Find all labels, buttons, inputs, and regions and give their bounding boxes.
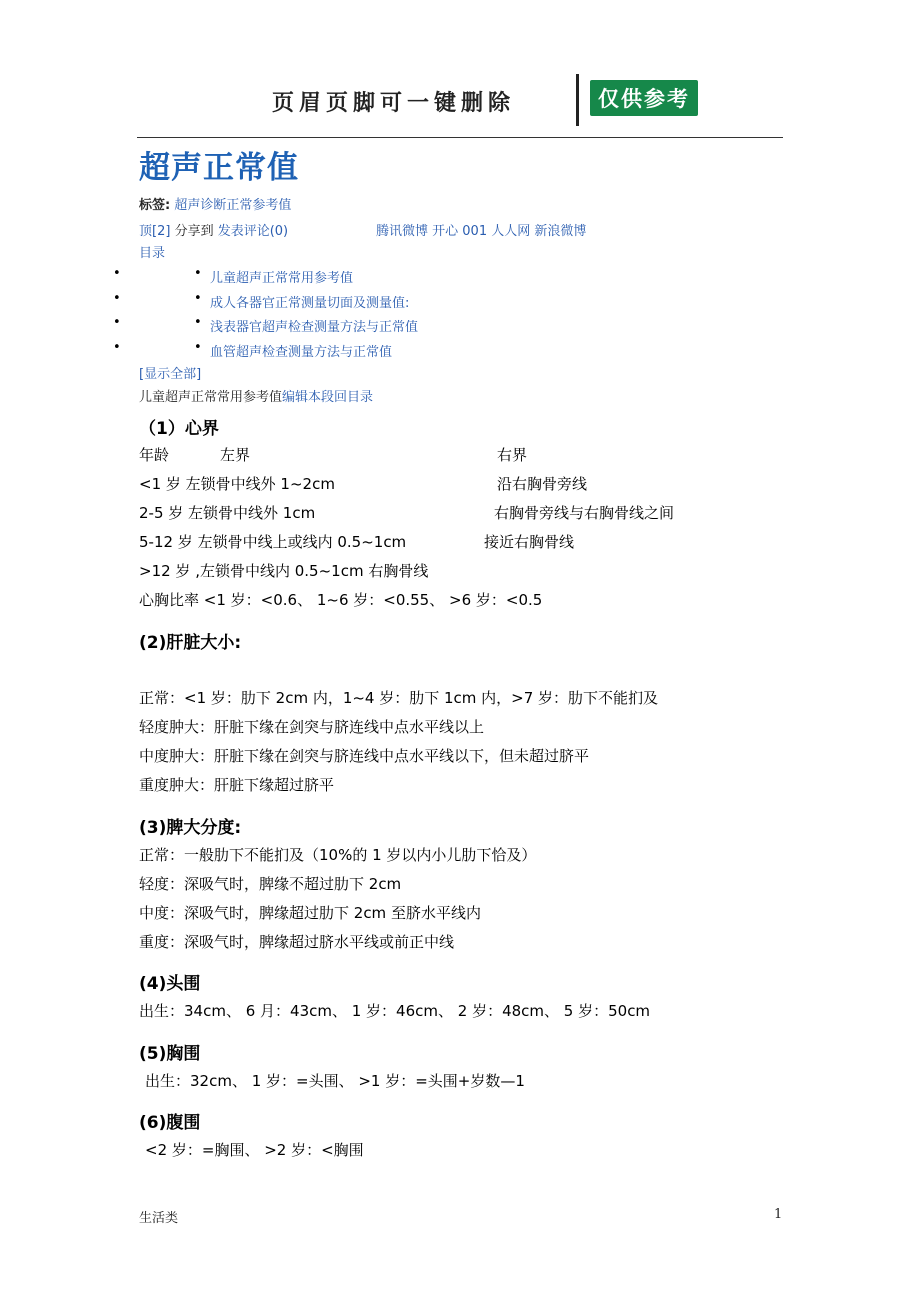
toc-bullet: • — [113, 291, 121, 306]
share-sites — [376, 220, 586, 239]
tags-label: 标签: — [139, 198, 171, 213]
header-rule — [137, 137, 783, 138]
heart-row-left: 2-5 岁 左锁骨中线外 1cm — [139, 504, 316, 522]
header-vertical-divider — [576, 74, 579, 126]
spleen-line: 正常：一般肋下不能扪及（10%的 1 岁以内小儿肋下恰及） — [139, 846, 537, 864]
spleen-line: 轻度：深吸气时，脾缘不超过肋下 2cm — [139, 875, 402, 893]
spleen-line: 中度：深吸气时，脾缘超过肋下 2cm 至脐水平线内 — [139, 904, 481, 922]
heart-row-right: 右胸骨旁线与右胸骨线之间 — [494, 504, 675, 522]
abdomen-section-title: (6)腹围 — [139, 1113, 201, 1133]
footer-category: 生活类 — [139, 1211, 179, 1226]
toc-bullet: • — [113, 266, 121, 281]
page-title: 超声正常值 — [139, 150, 299, 186]
heart-row-left: <1 岁 左锁骨中线外 1~2cm — [139, 475, 335, 493]
liver-line: 轻度肿大：肝脏下缘在剑突与脐连线中点水平线以上 — [139, 718, 485, 736]
toc-item[interactable]: 儿童超声正常常用参考值 — [210, 271, 354, 286]
share-tencent-weibo[interactable]: 腾讯微博 — [376, 224, 429, 239]
heart-row-left: >12 岁 ,左锁骨中线内 0.5~1cm 右胸骨线 — [139, 562, 429, 580]
head-section-title: (4)头围 — [139, 974, 201, 994]
toc-sub-bullet: • — [194, 340, 202, 355]
share-to-label: 分享到 — [174, 224, 214, 239]
liver-line: 重度肿大：肝脏下缘超过脐平 — [139, 776, 335, 794]
heart-row-right: 沿右胸骨旁线 — [497, 475, 588, 493]
spleen-section-title: (3)脾大分度: — [139, 818, 242, 838]
comment-link[interactable]: 发表评论(0) — [217, 224, 289, 239]
liver-section-title: (2)肝脏大小: — [139, 633, 242, 653]
toc-sub-bullet: • — [194, 315, 202, 330]
section-heading — [139, 386, 373, 405]
toc-item[interactable]: 成人各器官正常测量切面及测量值: — [210, 296, 410, 311]
back-to-toc-link[interactable]: 回目录 — [334, 390, 374, 405]
toc-sub-bullet: • — [194, 291, 202, 306]
section-heading-text: 儿童超声正常常用参考值 — [139, 390, 283, 405]
share-row — [139, 220, 288, 239]
liver-line: 正常：<1 岁：肋下 2cm 内，1~4 岁：肋下 1cm 内，>7 岁：肋下不能扪及 — [139, 689, 659, 707]
heart-ratio: 心胸比率 <1 岁：<0.6、 1~6 岁：<0.55、 >6 岁：<0.5 — [139, 591, 543, 609]
heart-col-age: 年龄 — [139, 446, 170, 464]
toc-label: 目录 — [139, 246, 166, 261]
toc-bullet: • — [113, 340, 121, 355]
tags-row — [139, 194, 291, 213]
toc-item[interactable]: 浅表器官超声检查测量方法与正常值 — [210, 320, 419, 335]
show-all-link[interactable]: [显示全部] — [139, 367, 202, 382]
toc-bullet: • — [113, 315, 121, 330]
chest-line: 出生：32cm、 1 岁：=头围、 >1 岁：=头围+岁数—1 — [145, 1072, 525, 1090]
heart-row-left: 5-12 岁 左锁骨中线上或线内 0.5~1cm — [139, 533, 407, 551]
share-sina-weibo[interactable]: 新浪微博 — [534, 224, 587, 239]
heart-col-right: 右界 — [497, 446, 528, 464]
toc-item[interactable]: 血管超声检查测量方法与正常值 — [210, 345, 393, 360]
edit-section-link[interactable]: 编辑本段 — [282, 390, 335, 405]
chest-section-title: (5)胸围 — [139, 1044, 201, 1064]
toc-sub-bullet: • — [194, 266, 202, 281]
heart-col-left: 左界 — [220, 446, 251, 464]
head-line: 出生：34cm、 6 月：43cm、 1 岁：46cm、 2 岁：48cm、 5 岁：50cm — [139, 1002, 651, 1020]
spleen-line: 重度：深吸气时，脾缘超过脐水平线或前正中线 — [139, 933, 455, 951]
heart-row-right: 接近右胸骨线 — [484, 533, 575, 551]
reference-only-badge: 仅供参考 — [590, 80, 698, 116]
tag-link[interactable]: 超声诊断正常参考值 — [174, 198, 292, 213]
heart-section-title: （1）心界 — [139, 419, 219, 439]
page-number: 1 — [774, 1207, 783, 1222]
top-link[interactable]: 顶[2] — [139, 224, 171, 239]
header-banner-text: 页眉页脚可一键删除 — [272, 90, 516, 116]
abdomen-line: <2 岁：=胸围、 >2 岁：<胸围 — [145, 1141, 364, 1159]
share-kaixin[interactable]: 开心 001 — [432, 224, 488, 239]
share-renren[interactable]: 人人网 — [491, 224, 531, 239]
liver-line: 中度肿大：肝脏下缘在剑突与脐连线中点水平线以下，但未超过脐平 — [139, 747, 590, 765]
